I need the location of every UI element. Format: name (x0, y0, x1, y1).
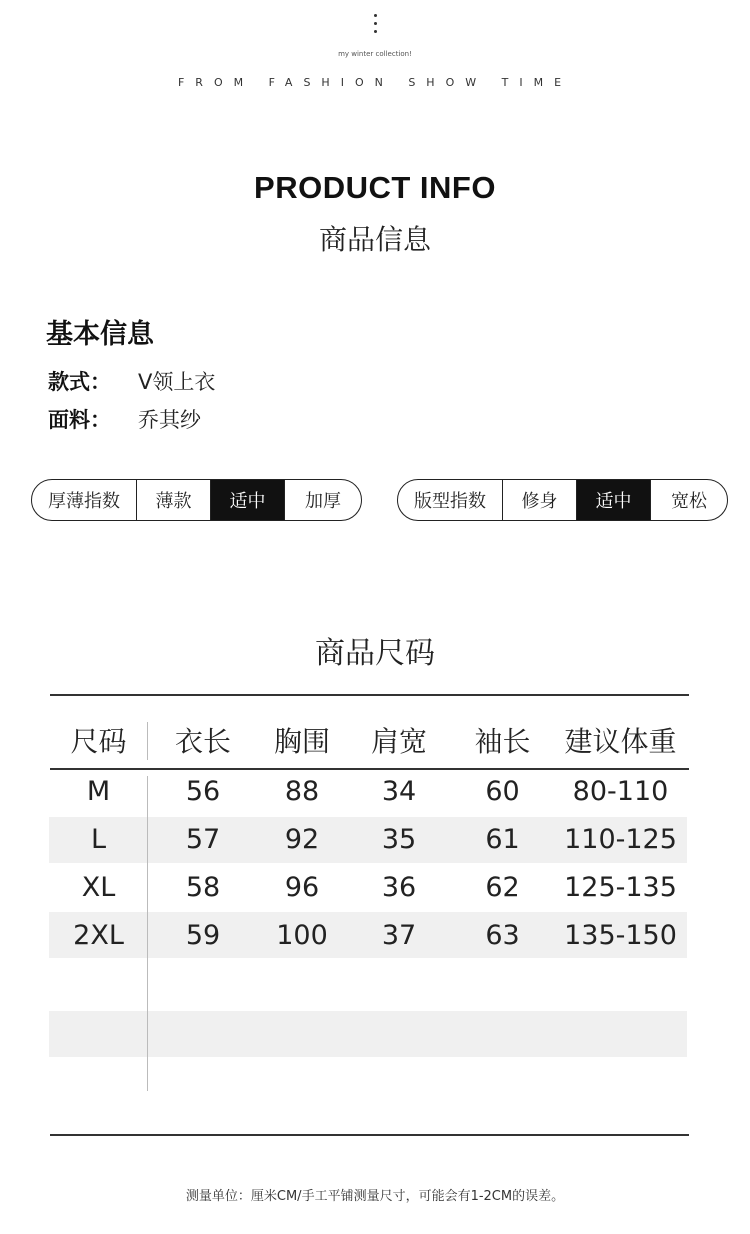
size-table-header (50, 720, 689, 760)
header-sleeve: 袖长 (474, 725, 531, 758)
table-bottom-rule (50, 1134, 689, 1136)
header-size: 尺码 (70, 725, 127, 758)
cell-sleeve: 61 (485, 824, 520, 855)
header-divider (147, 722, 148, 760)
cell-weight: 110-125 (564, 824, 677, 855)
table-row (50, 920, 689, 951)
info-value: 乔其纱 (138, 408, 201, 432)
table-row (50, 872, 689, 903)
cell-weight: 135-150 (564, 920, 677, 951)
table-top-rule (50, 694, 689, 696)
row-stripe (49, 1011, 687, 1057)
fit-index-label: 版型指数 (398, 480, 503, 520)
cell-size: M (86, 776, 111, 807)
cell-length: 56 (185, 776, 221, 807)
table-row (50, 824, 689, 855)
thickness-index-bar (31, 479, 362, 521)
cell-length: 57 (185, 824, 221, 855)
thickness-option-thin: 薄款 (137, 480, 211, 520)
thickness-index-label: 厚薄指数 (32, 480, 137, 520)
page-title-en: PRODUCT INFO (254, 170, 496, 205)
info-row-style (48, 366, 215, 396)
cell-shoulder: 37 (381, 920, 417, 951)
cell-size: 2XL (73, 920, 124, 951)
size-table-title: 商品尺码 (315, 636, 435, 671)
cell-sleeve: 63 (485, 920, 520, 951)
header-shoulder: 肩宽 (370, 725, 427, 758)
cell-size: L (90, 824, 107, 855)
fit-option-slim: 修身 (503, 480, 577, 520)
cell-shoulder: 34 (381, 776, 417, 807)
thickness-option-medium: 适中 (211, 480, 285, 520)
table-row (50, 776, 689, 807)
cell-weight: 125-135 (564, 872, 677, 903)
cell-chest: 88 (284, 776, 320, 807)
header-chest: 胸围 (273, 725, 330, 758)
cell-chest: 92 (284, 824, 320, 855)
cell-sleeve: 60 (485, 776, 520, 807)
cell-chest: 100 (276, 920, 328, 951)
fit-option-loose: 宽松 (671, 491, 707, 512)
fit-option-regular: 适中 (577, 480, 651, 520)
measurement-note: 测量单位：厘米CM/手工平铺测量尺寸，可能会有1-2CM的误差。 (185, 1189, 565, 1204)
info-key: 面料： (48, 408, 111, 432)
cell-length: 58 (185, 872, 221, 903)
cell-length: 59 (185, 920, 221, 951)
cell-size: XL (81, 872, 116, 903)
cell-shoulder: 35 (381, 824, 417, 855)
header-length: 衣长 (174, 725, 231, 758)
cell-shoulder: 36 (381, 872, 417, 903)
fashion-slogan: FROM FASHION SHOW TIME (177, 76, 573, 89)
cell-weight: 80-110 (572, 776, 669, 807)
header-bottom-rule (50, 768, 689, 770)
info-row-fabric (48, 404, 201, 434)
collection-tagline: my winter collection! (338, 50, 412, 58)
vertical-dots-decoration (0, 14, 750, 38)
info-key: 款式： (48, 370, 111, 394)
page-title-cn: 商品信息 (318, 223, 431, 256)
cell-sleeve: 62 (485, 872, 520, 903)
thickness-option-thick: 加厚 (305, 491, 341, 512)
fit-index-bar (397, 479, 728, 521)
header-weight: 建议体重 (564, 725, 677, 758)
basic-info-heading: 基本信息 (46, 319, 154, 350)
info-value: V领上衣 (138, 370, 216, 394)
cell-chest: 96 (284, 872, 320, 903)
